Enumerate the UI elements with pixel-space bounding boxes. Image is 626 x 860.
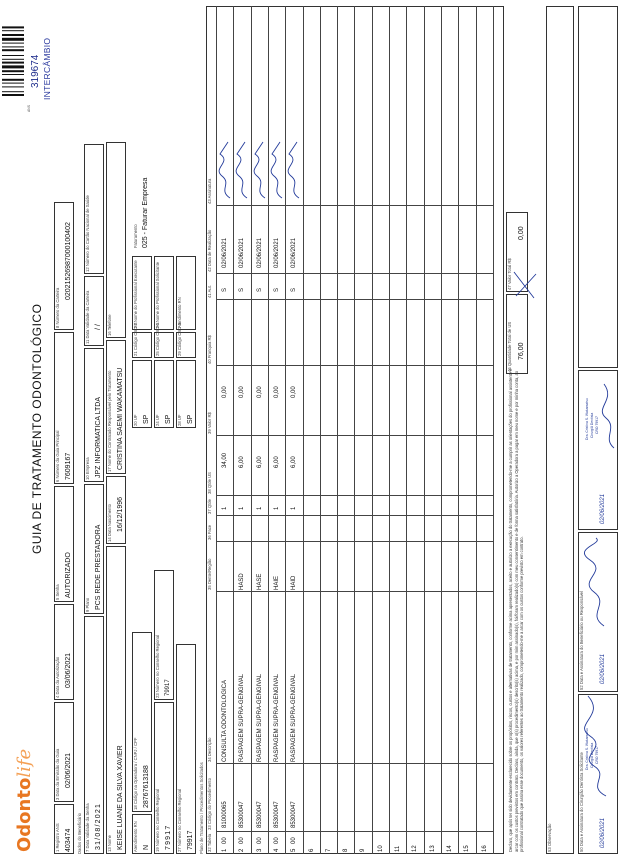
row-date: 02/06/2021	[273, 237, 280, 268]
barcode-bar	[2, 26, 24, 28]
row-quantity: 1	[222, 506, 228, 510]
table-column-line	[216, 591, 493, 592]
row-region: HASD	[239, 573, 246, 590]
table-row-line	[251, 6, 252, 854]
row-value: 0,00	[222, 386, 228, 398]
table-row-line	[476, 6, 477, 854]
signature-mark-2	[582, 534, 614, 630]
row-number: 7	[325, 848, 332, 852]
value-nascimento: 16/12/1996	[117, 496, 124, 532]
table-row-line	[268, 6, 269, 854]
stamp-cro-1: CRO 79917	[595, 746, 599, 764]
signature-date-2: 02/06/2021	[600, 653, 606, 684]
value-codigo-operadora: 79917	[165, 824, 172, 850]
value-telefone: CRISTINA SAEMI WAKAMATSU	[117, 367, 124, 470]
table-row-line	[233, 6, 234, 854]
row-table: 00	[273, 837, 280, 844]
signature-mark-1	[580, 690, 616, 800]
table-column-line	[216, 495, 493, 496]
barcode	[2, 16, 24, 96]
label-nascimento: 14 Data Nascimento	[107, 504, 112, 542]
table-row-line	[285, 6, 286, 854]
brand-name-accent: life	[14, 748, 35, 778]
label-conselho-3: 28 UF	[177, 414, 182, 426]
value-guia-principal: 7609167	[65, 452, 72, 480]
value-senha: AUTORIZADO	[65, 552, 72, 598]
row-code: 85300047	[273, 801, 280, 828]
table-column-line	[216, 515, 493, 516]
row-description: RASPAGEM SUPRA-GENGIVAL	[239, 673, 246, 762]
table-row-line	[320, 6, 321, 854]
label-signature-2: 52 Data e Assinatura do Beneficiário ou Responsável	[579, 591, 584, 690]
label-cbo-3: Atendimento RN	[177, 297, 182, 328]
row-description: RASPAGEM SUPRA-GENGIVAL	[273, 673, 280, 762]
label-uf-1: 21 Código CBO-S	[133, 322, 138, 356]
procedures-column-header: 43 Assinatura	[207, 178, 212, 204]
label-conselho-1: 20 UF	[133, 414, 138, 426]
guide-number: 319674	[30, 54, 41, 88]
row-authorized: S	[239, 287, 246, 292]
row-code: 85300047	[239, 801, 246, 828]
row-date: 02/06/2021	[239, 237, 246, 268]
label-nome: 13 Nome	[107, 835, 112, 852]
row-value: 0,00	[256, 386, 263, 398]
stamp-line-2: Cirurgiã Dentista	[590, 412, 594, 438]
row-us: 6,00	[291, 456, 298, 468]
table-row-line	[303, 6, 304, 854]
value-atendimento-rn: N	[143, 844, 150, 850]
barcode-bar	[2, 86, 24, 87]
field-box-titular	[106, 142, 126, 338]
row-number: 5	[291, 848, 298, 852]
table-row-line	[493, 6, 494, 854]
label-atendimento-rn: Atendimento RN	[133, 821, 138, 852]
observation-box	[546, 6, 574, 854]
barcode-bar	[2, 46, 24, 47]
value-nome: KEISE LUANE DA SILVA XAVIER	[117, 745, 124, 850]
stamp-cro-2: CRO 79917	[595, 416, 599, 434]
row-number: 1	[222, 848, 228, 852]
procedures-column-header: 35 Dente/Região	[207, 558, 212, 590]
row-code: 81000065	[222, 801, 228, 828]
label-signature-1: 50 Data e Assinatura do Cirurgião Dentista Solicitante	[579, 752, 584, 852]
label-cartao-nacional: 12 Número do Cartão Nacional de Saúde	[85, 195, 90, 272]
row-date: 02/06/2021	[291, 237, 298, 268]
signature-mark-3	[600, 380, 620, 450]
ans-label: ANS	[27, 105, 31, 112]
row-date: 02/06/2021	[256, 237, 263, 268]
label-registro-ans: 1 Registro ANS	[55, 823, 60, 852]
row-quantity: 1	[256, 506, 263, 510]
row-authorized: S	[222, 287, 228, 292]
value-solicitante: 79917	[187, 830, 194, 850]
barcode-bar	[2, 83, 24, 84]
label-data-emissao: 3 Data da Emissão da Guia	[55, 748, 60, 800]
barcode-bar	[2, 30, 24, 31]
row-table: 00	[291, 837, 298, 844]
row-description: RASPAGEM SUPRA-GENGIVAL	[291, 673, 298, 762]
label-uf-2: 25 Código CBO-S	[155, 322, 160, 356]
row-us: 6,00	[256, 456, 263, 468]
value-executante: 79917	[165, 679, 171, 696]
procedures-column-header: 36 Face	[207, 524, 212, 540]
label-codigo-operadora: 19 Número no Conselho Regional	[155, 788, 160, 852]
procedures-column-header: 37 Qtde	[207, 499, 212, 514]
barcode-bar	[2, 70, 24, 72]
row-code: 85300047	[291, 801, 298, 828]
row-number: 4	[273, 848, 280, 852]
row-signature-mark	[270, 140, 286, 200]
table-column-line	[216, 435, 493, 436]
label-data-autorizacao: 4 Data da Autorização	[55, 656, 60, 698]
signature-box-4	[578, 6, 618, 368]
value-validade-carteira: / /	[95, 324, 102, 330]
barcode-bar	[2, 43, 24, 44]
form-title: GUIA DE TRATAMENTO ODONTOLÓGICO	[30, 303, 44, 554]
table-column-line	[216, 541, 493, 542]
row-number: 16	[481, 845, 488, 852]
barcode-bar	[2, 49, 24, 51]
value-plano: PCS REDE PRESTADORA	[95, 524, 102, 610]
barcode-bar	[2, 74, 24, 75]
row-signature-mark	[218, 140, 234, 200]
table-row-line	[354, 6, 355, 854]
label-uf-3: 29 Código CBO-S	[177, 322, 182, 356]
table-row-line	[389, 6, 390, 854]
brand-logo	[14, 749, 35, 852]
row-number: 14	[446, 845, 453, 852]
row-region: HAID	[291, 575, 298, 590]
row-region: HAIE	[273, 575, 280, 590]
value-registro-ans: 403474	[65, 828, 72, 852]
procedures-column-header: 39 Valor R$	[207, 412, 212, 434]
row-us: 6,00	[239, 456, 246, 468]
label-carteira: 7 Data Validade da Senha	[85, 803, 90, 852]
table-column-line	[216, 273, 493, 274]
value-carteira: 31/08/2021	[95, 802, 102, 850]
label-cbo-1: 22 Nome do Profissional Executante	[133, 260, 138, 328]
label-observation: 53 Observação	[547, 823, 552, 852]
stamp-name-2: Dra. Cristina S. Wakamatsu	[585, 398, 589, 440]
row-signature-mark	[253, 140, 269, 200]
barcode-bar	[2, 62, 24, 64]
barcode-bar	[2, 59, 24, 60]
row-number: 3	[256, 848, 263, 852]
row-table: 00	[222, 837, 228, 844]
label-conselho-2: 24 UF	[155, 414, 160, 426]
procedures-column-header: 42 Data de Realização	[207, 229, 212, 272]
row-number: 11	[395, 845, 401, 852]
row-table: 00	[239, 837, 246, 844]
row-number: 10	[377, 845, 384, 852]
section-beneficiario: Dados do Beneficiário	[77, 813, 82, 854]
label-executante: 23 Número no Conselho Regional	[155, 634, 160, 698]
procedures-column-header: 34 Descrição	[207, 737, 212, 762]
table-column-line	[216, 299, 493, 300]
table-row-line	[216, 6, 217, 854]
row-signature-mark	[235, 140, 251, 200]
row-date: 02/06/2021	[222, 237, 228, 268]
signature-date-3: 02/06/2021	[600, 493, 606, 524]
table-column-line	[216, 365, 493, 366]
label-total-qty: 46 Quantidade Total de US	[507, 321, 512, 372]
barcode-bar	[2, 55, 24, 56]
signature-mark-4	[510, 264, 540, 304]
label-validade-carteira: 11 Data Validade da Carteira	[85, 290, 90, 344]
row-description: RASPAGEM SUPRA-GENGIVAL	[256, 673, 263, 762]
value-conselho-3: SP	[187, 414, 194, 424]
procedures-column-header: 40 Franquia R$	[207, 335, 212, 364]
stamp-line-1: Cirurgiã Dentista	[590, 742, 594, 768]
row-value: 0,00	[291, 386, 298, 398]
label-solicitante: 27 Número no Conselho Regional	[177, 788, 182, 852]
label-telefone: 17 Nome do Contratado Responsável pelo Tratamento	[107, 370, 112, 472]
row-number: 9	[360, 848, 367, 852]
value-data-autorizacao: 03/06/2021	[65, 652, 72, 688]
row-value: 0,00	[239, 386, 246, 398]
row-number: 2	[239, 848, 246, 852]
value-conselho-2: SP	[165, 414, 172, 424]
barcode-bar	[2, 79, 24, 81]
barcode-bar	[2, 65, 24, 68]
row-number: 15	[464, 845, 471, 852]
table-column-line	[216, 763, 493, 764]
row-quantity: 1	[291, 506, 298, 510]
label-senha: 5 Senha	[55, 584, 60, 600]
row-quantity: 1	[273, 506, 280, 510]
label-faturamento: Faturamento	[133, 224, 138, 248]
barcode-bar	[2, 94, 24, 96]
row-us: 6,00	[273, 456, 280, 468]
procedures-column-header: 41 Aut.	[207, 284, 212, 298]
row-code: 85300047	[256, 801, 263, 828]
label-plano: 9 Plano	[85, 597, 90, 612]
row-signature-mark	[287, 140, 303, 200]
procedures-column-header: 38 Qtde US	[207, 472, 212, 494]
table-row-line	[441, 6, 442, 854]
label-empresa: 10 Empresa	[85, 457, 90, 480]
brand-name-main: Odonto	[14, 777, 35, 852]
value-faturamento: 025 - Faturar Empresa	[142, 177, 149, 248]
value-contratado: 28767613188	[143, 765, 150, 808]
row-authorized: S	[256, 287, 263, 292]
row-description: CONSULTA ODONTOLOGICA	[222, 679, 228, 762]
value-validade-senha: 02021526987000100402	[65, 222, 72, 300]
table-row-line	[337, 6, 338, 854]
row-region: HASE	[256, 573, 263, 590]
stamp-name-1: Dra. Cristina S. Wakamatsu	[585, 728, 589, 770]
table-row-line	[372, 6, 373, 854]
procedures-column-header: 33 Código do Procedimento	[207, 778, 212, 830]
label-titular: 16 Telefone	[107, 314, 112, 336]
row-quantity: 1	[239, 506, 246, 510]
label-validade-senha: 8 Número da Carteira	[55, 287, 60, 328]
barcode-bar	[2, 38, 24, 41]
row-us: 34,00	[222, 452, 228, 468]
label-contratado: 18 Código na Operadora / CNPJ / CPF	[133, 737, 138, 810]
row-number: 6	[308, 848, 315, 852]
label-guia-principal: 6 Número da Guia Principal	[55, 430, 60, 482]
row-number: 8	[343, 848, 350, 852]
label-total-value: 47 Valor Total R$	[507, 258, 512, 290]
consent-declaration: Declaro, que após ter sido devidamente esclarecido sobre os propósitos, riscos, custos e alternativas de tratamento, conforme acima apresentados, aceito e autorizo a execução do tratamento, comprometendo-me a cumprir as orientações do profissional assistente e arcar com os custos previstos em contrato. Declaro, ainda, que o(s) procedimento(s) descrito(s) acima, e por mim assinado(s), foi/foram realizado(s) com meu consentimento e de forma satisfatória. Autorizo a Operadora a pagar em meu nome e por minha conta, ao profissional contratado que assina esse documento, os valores referentes ao tratamento realizado, comprometendo-me a arcar com os custos conforme previsto em contrato.	[508, 368, 525, 852]
procedures-column-header: 32 Tabela	[207, 833, 212, 852]
intercambio-stamp: INTERCÂMBIO	[42, 37, 52, 100]
procedures-section-title: Plano de Tratamento / Procedimentos Solicitados	[199, 762, 204, 854]
row-table: 00	[256, 837, 263, 844]
table-row-line	[406, 6, 407, 854]
row-authorized: S	[291, 287, 298, 292]
barcode-bar	[2, 91, 24, 92]
signature-date-1: 02/06/2021	[600, 817, 606, 848]
barcode-bar	[2, 34, 24, 36]
table-row-line	[424, 6, 425, 854]
value-data-emissao: 02/06/2021	[65, 752, 72, 788]
value-empresa: JPZ INFORMATICA LTDA	[95, 396, 102, 478]
row-number: 12	[412, 845, 419, 852]
table-row-line	[458, 6, 459, 854]
label-cbo-2: 26 Nome do Profissional Solicitante	[155, 261, 160, 328]
table-column-line	[216, 205, 493, 206]
table-column-line	[216, 831, 493, 832]
value-conselho-1: SP	[143, 414, 150, 424]
value-total-qty: 76,00	[518, 342, 525, 360]
row-number: 13	[429, 845, 436, 852]
row-authorized: S	[273, 287, 280, 292]
value-total-value: 0,00	[518, 226, 525, 240]
row-value: 0,00	[273, 386, 280, 398]
